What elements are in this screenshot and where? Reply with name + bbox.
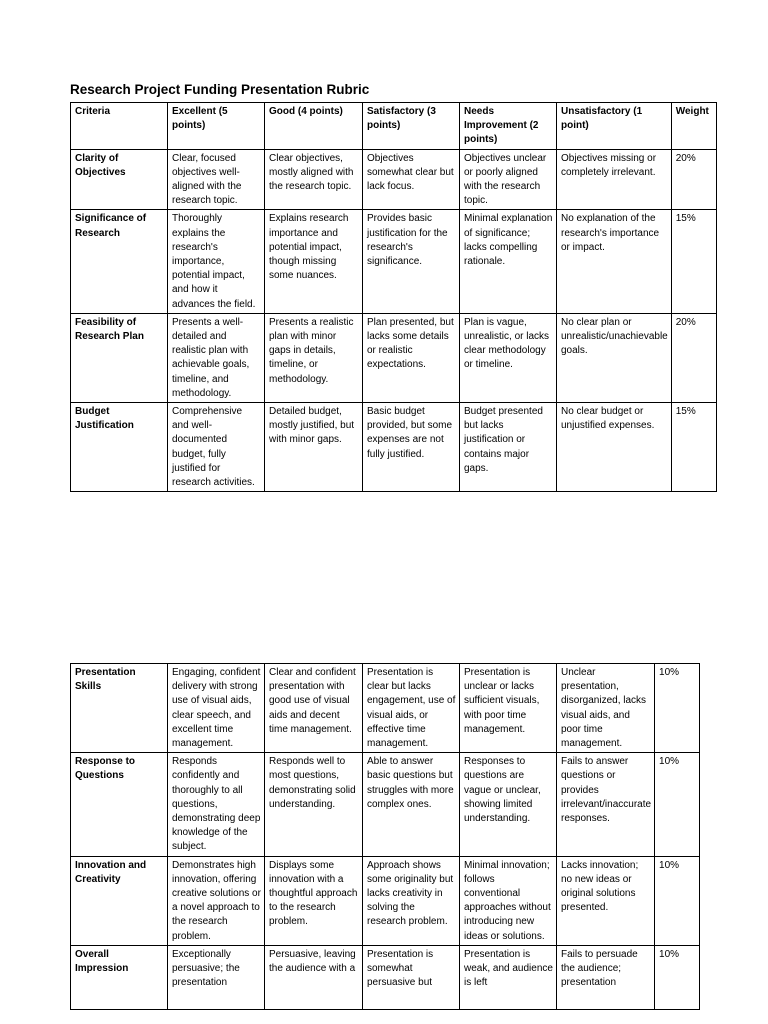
table-row (71, 149, 717, 210)
good-cell: Detailed budget, mostly justified, but with minor gaps. (265, 403, 363, 492)
rubric-rows (71, 664, 700, 1010)
table-row (71, 945, 700, 1009)
unsatisfactory-cell: Unclear presentation, disorganized, lacks visual aids, and poor time management. (557, 664, 655, 753)
criteria-cell: Feasibility of Research Plan (71, 313, 168, 402)
needs-improvement-cell: Minimal explanation of significance; lacks compelling rationale. (460, 210, 557, 313)
header-weight: Weight (671, 103, 716, 150)
document-title: Research Project Funding Presentation Rubric (70, 82, 370, 97)
satisfactory-cell: Provides basic justification for the research's significance. (363, 210, 460, 313)
satisfactory-cell: Approach shows some originality but lacks creativity in solving the research problem. (363, 856, 460, 945)
criteria-cell: Significance of Research (71, 210, 168, 313)
satisfactory-cell: Presentation is somewhat persuasive but (363, 945, 460, 1009)
needs-improvement-cell: Presentation is weak, and audience is left (460, 945, 557, 1009)
header-excellent: Excellent (5 points) (168, 103, 265, 150)
header-unsatisfactory: Unsatisfactory (1 point) (557, 103, 672, 150)
excellent-cell: Engaging, confident delivery with strong use of visual aids, clear speech, and excellent time management. (168, 664, 265, 753)
needs-improvement-cell: Presentation is unclear or lacks sufficient visuals, with poor time management. (460, 664, 557, 753)
rubric-rows (71, 149, 717, 492)
excellent-cell: Demonstrates high innovation, offering creative solutions or a novel approach to the research problem. (168, 856, 265, 945)
header-good: Good (4 points) (265, 103, 363, 150)
satisfactory-cell: Able to answer basic questions but struggles with more complex ones. (363, 753, 460, 856)
weight-cell: 15% (671, 210, 716, 313)
unsatisfactory-cell: Objectives missing or completely irrelevant. (557, 149, 672, 210)
satisfactory-cell: Plan presented, but lacks some details or realistic expectations. (363, 313, 460, 402)
weight-cell: 10% (655, 856, 700, 945)
table-row (71, 210, 717, 313)
good-cell: Explains research importance and potential impact, though missing some nuances. (265, 210, 363, 313)
unsatisfactory-cell: No clear plan or unrealistic/unachievable goals. (557, 313, 672, 402)
satisfactory-cell: Basic budget provided, but some expenses are not fully justified. (363, 403, 460, 492)
header-needs-improvement: Needs Improvement (2 points) (460, 103, 557, 150)
weight-cell: 20% (671, 313, 716, 402)
table-row (71, 403, 717, 492)
excellent-cell: Responds confidently and thoroughly to all questions, demonstrating deep knowledge of the subject. (168, 753, 265, 856)
rubric-table-continued (70, 663, 700, 1010)
header-criteria: Criteria (71, 103, 168, 150)
criteria-cell: Innovation and Creativity (71, 856, 168, 945)
unsatisfactory-cell: Fails to answer questions or provides irrelevant/inaccurate responses. (557, 753, 655, 856)
unsatisfactory-cell: No clear budget or unjustified expenses. (557, 403, 672, 492)
satisfactory-cell: Presentation is clear but lacks engagement, use of visual aids, or effective time management. (363, 664, 460, 753)
unsatisfactory-cell: No explanation of the research's importance or impact. (557, 210, 672, 313)
needs-improvement-cell: Budget presented but lacks justification or contains major gaps. (460, 403, 557, 492)
criteria-cell: Response to Questions (71, 753, 168, 856)
excellent-cell: Clear, focused objectives well-aligned with the research topic. (168, 149, 265, 210)
table-row (71, 856, 700, 945)
excellent-cell: Presents a well-detailed and realistic plan with achievable goals, timeline, and methodology. (168, 313, 265, 402)
excellent-cell: Exceptionally persuasive; the presentation (168, 945, 265, 1009)
table-row (71, 313, 717, 402)
weight-cell: 10% (655, 664, 700, 753)
header-satisfactory: Satisfactory (3 points) (363, 103, 460, 150)
weight-cell: 20% (671, 149, 716, 210)
good-cell: Clear objectives, mostly aligned with the research topic. (265, 149, 363, 210)
satisfactory-cell: Objectives somewhat clear but lack focus. (363, 149, 460, 210)
good-cell: Clear and confident presentation with good use of visual aids and decent time management. (265, 664, 363, 753)
header-row (71, 103, 717, 150)
good-cell: Presents a realistic plan with minor gaps in details, timeline, or methodology. (265, 313, 363, 402)
needs-improvement-cell: Plan is vague, unrealistic, or lacks clear methodology or timeline. (460, 313, 557, 402)
criteria-cell: Clarity of Objectives (71, 149, 168, 210)
weight-cell: 15% (671, 403, 716, 492)
table-row (71, 664, 700, 753)
good-cell: Responds well to most questions, demonstrating solid understanding. (265, 753, 363, 856)
good-cell: Displays some innovation with a thoughtful approach to the research problem. (265, 856, 363, 945)
criteria-cell: Presentation Skills (71, 664, 168, 753)
needs-improvement-cell: Objectives unclear or poorly aligned with the research topic. (460, 149, 557, 210)
criteria-cell: Overall Impression (71, 945, 168, 1009)
needs-improvement-cell: Responses to questions are vague or unclear, showing limited understanding. (460, 753, 557, 856)
table-row (71, 753, 700, 856)
excellent-cell: Comprehensive and well-documented budget, fully justified for research activities. (168, 403, 265, 492)
good-cell: Persuasive, leaving the audience with a (265, 945, 363, 1009)
rubric-table (70, 102, 717, 492)
excellent-cell: Thoroughly explains the research's importance, potential impact, and how it advances the field. (168, 210, 265, 313)
unsatisfactory-cell: Fails to persuade the audience; presentation (557, 945, 655, 1009)
unsatisfactory-cell: Lacks innovation; no new ideas or original solutions presented. (557, 856, 655, 945)
criteria-cell: Budget Justification (71, 403, 168, 492)
needs-improvement-cell: Minimal innovation; follows conventional approaches without introducing new ideas or solutions. (460, 856, 557, 945)
weight-cell: 10% (655, 945, 700, 1009)
weight-cell: 10% (655, 753, 700, 856)
